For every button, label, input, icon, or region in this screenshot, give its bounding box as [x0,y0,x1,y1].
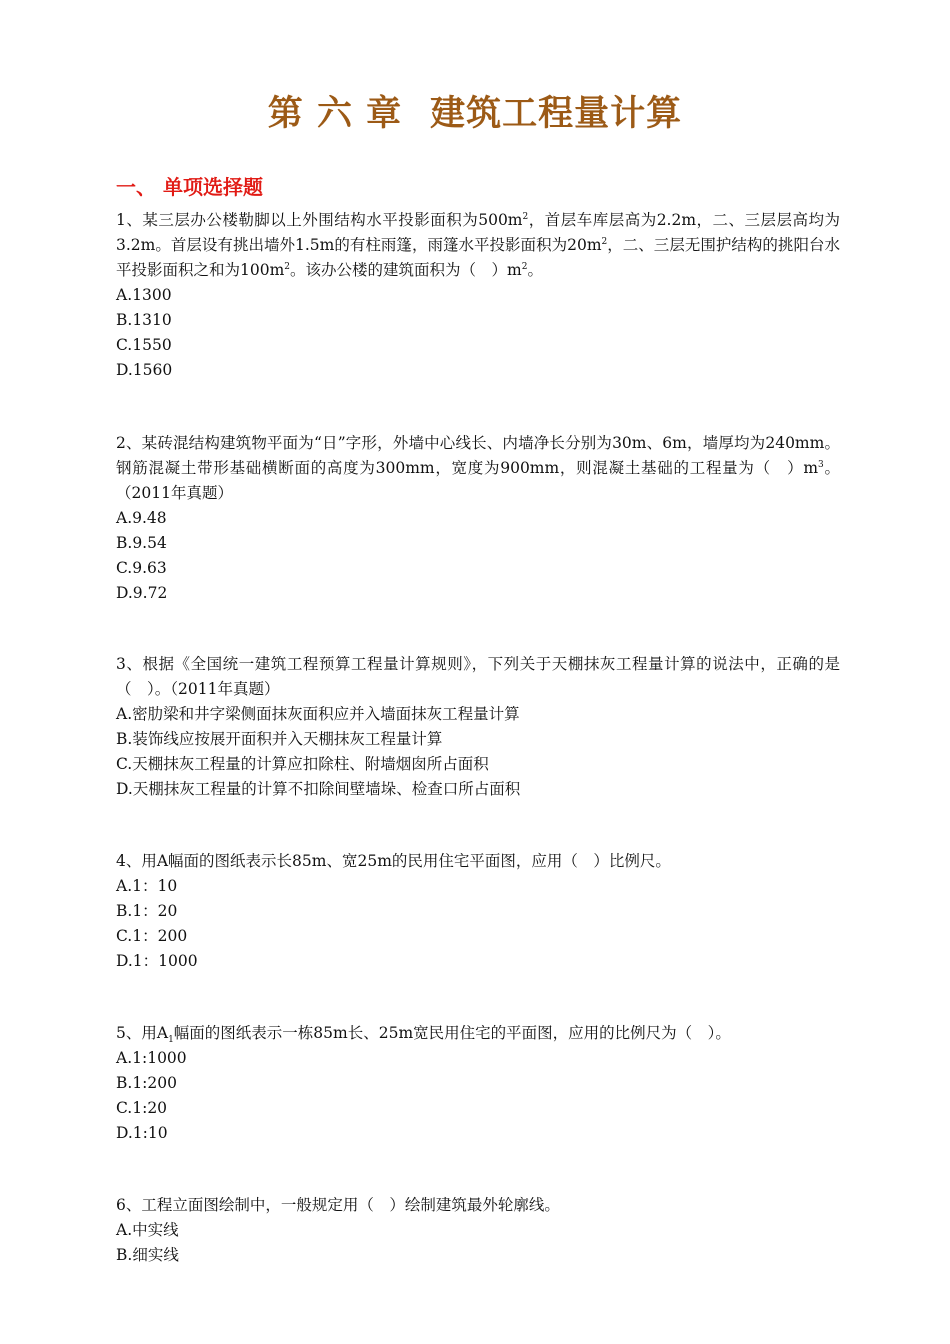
chapter-title [0,86,950,136]
question-6 [116,1193,840,1268]
option-c: C.1550 [116,336,172,354]
option-a: A.1300 [116,286,172,304]
option-c: C.9.63 [116,559,167,577]
question-stem: 6、工程立面图绘制中，一般规定用（ ）绘制建筑最外轮廓线。 [116,1196,560,1214]
option-b: B.1：20 [116,902,178,920]
option-a: A.1:1000 [116,1049,187,1067]
option-c: C.1：200 [116,927,188,945]
question-5 [116,1021,840,1146]
question-stem: 4、用A幅面的图纸表示长85m、宽25m的民用住宅平面图，应用（ ）比例尺。 [116,852,671,870]
question-2 [116,431,840,606]
option-a: A.密肋梁和井字梁侧面抹灰面积应并入墙面抹灰工程量计算 [116,705,520,723]
chapter-name: 建筑工程量计算 [430,94,683,134]
question-stem: 1、某三层办公楼勒脚以上外围结构水平投影面积为$500m^2$，首层车库层高为2.2m，二、三层层高均为3.2m。首层设有挑出墙外1.5m的有柱雨篷，雨篷水平投影面积为$20m^2$，二、三层无围护结构的挑阳台水平投影面积之和为$100m^2$。该办公楼的建筑面积为（ ）$m^2$。 [116,211,840,279]
option-b: B.装饰线应按展开面积并入天棚抹灰工程量计算 [116,730,443,748]
option-b: B.细实线 [116,1246,179,1264]
option-a: A.中实线 [116,1221,179,1239]
option-d: D.1560 [116,361,173,379]
option-c: C.天棚抹灰工程量的计算应扣除柱、附墙烟囱所占面积 [116,755,489,773]
question-stem: 3、根据《全国统一建筑工程预算工程量计算规则》，下列关于天棚抹灰工程量计算的说法中，正确的是（ ）。（2011年真题） [116,655,840,698]
question-4 [116,849,840,974]
option-d: D.天棚抹灰工程量的计算不扣除间壁墙垛、检查口所占面积 [116,780,521,798]
option-b: B.1:200 [116,1074,177,1092]
option-b: B.1310 [116,311,172,329]
question-1 [116,208,840,383]
section-title: 一、 单项选择题 [116,175,263,199]
question-3 [116,652,840,802]
option-a: A.1：10 [116,877,178,895]
option-b: B.9.54 [116,534,167,552]
chapter-number: 第 六 章 [267,94,403,134]
option-d: D.9.72 [116,584,168,602]
question-stem: 5、用$A_1$幅面的图纸表示一栋85m长、25m宽民用住宅的平面图，应用的比例尺为（ ）。 [116,1024,731,1046]
option-d: D.1：1000 [116,952,198,970]
option-d: D.1:10 [116,1124,168,1142]
option-a: A.9.48 [116,509,167,527]
option-c: C.1:20 [116,1099,168,1117]
question-stem: 2、某砖混结构建筑物平面为“日”字形，外墙中心线长、内墙净长分别为30m、6m，墙厚均为240mm。钢筋混凝土带形基础横断面的高度为300mm，宽度为900mm，则混凝土基础的工程量为（ ）$m^3$。（2011年真题） [116,434,840,502]
